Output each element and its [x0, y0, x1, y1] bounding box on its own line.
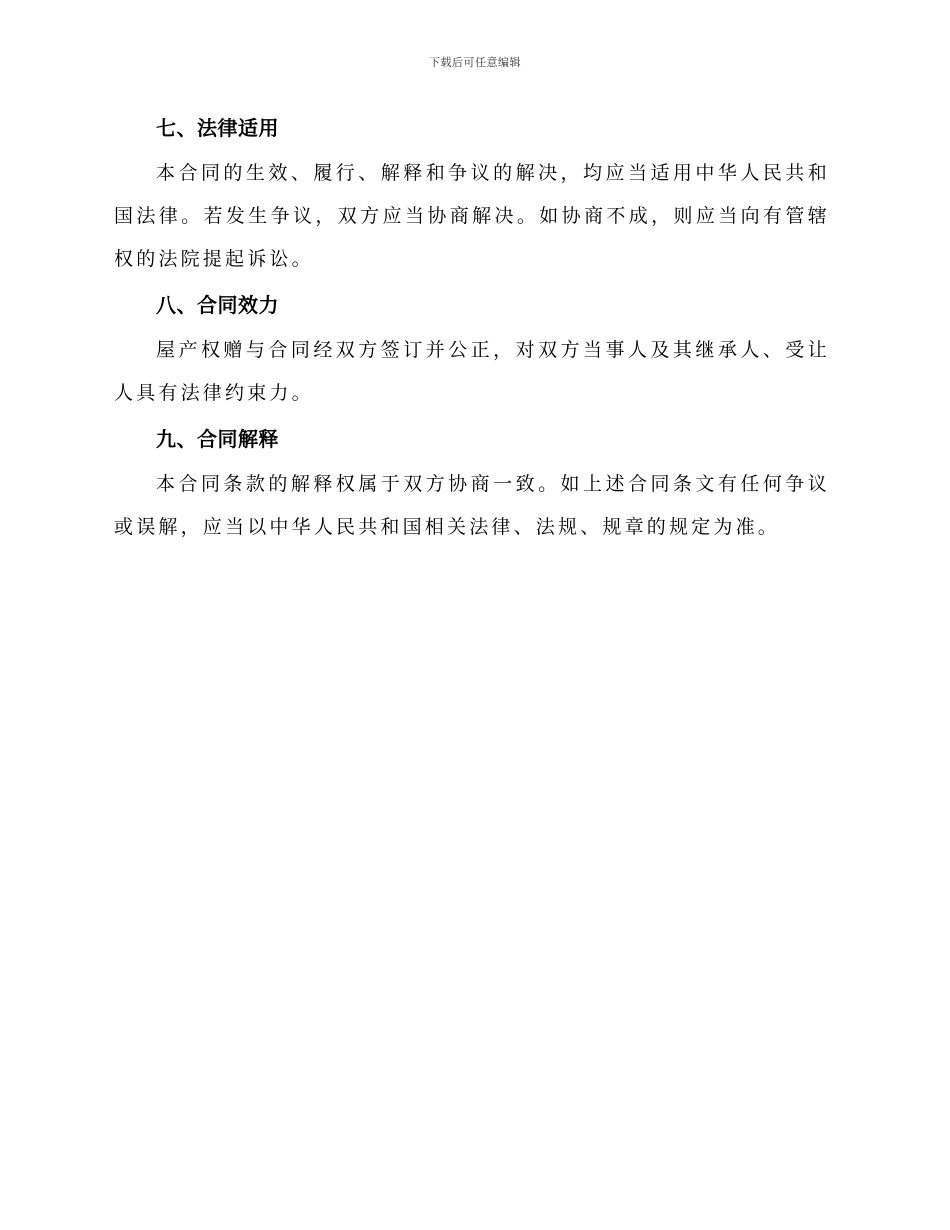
section-heading: 七、法律适用 [156, 116, 279, 140]
section-contract-validity [114, 285, 830, 415]
section-body: 屋产权赠与合同经双方签订并公正，对双方当事人及其继承人、受让人具有法律约束力。 [114, 339, 830, 404]
page-header: 下载后可任意编辑 [429, 56, 521, 69]
section-body: 本合同条款的解释权属于双方协商一致。如上述合同条文有任何争议或误解，应当以中华人民共和国相关法律、法规、规章的规定为准。 [114, 473, 830, 538]
section-contract-interpretation [114, 419, 830, 549]
section-heading: 八、合同效力 [156, 293, 279, 317]
document-content [114, 108, 830, 553]
section-heading: 九、合同解释 [156, 427, 279, 451]
section-body: 本合同的生效、履行、解释和争议的解决，均应当适用中华人民共和国法律。若发生争议，双方应当协商解决。如协商不成，则应当向有管辖权的法院提起诉讼。 [114, 162, 830, 270]
section-legal-application [114, 108, 830, 281]
